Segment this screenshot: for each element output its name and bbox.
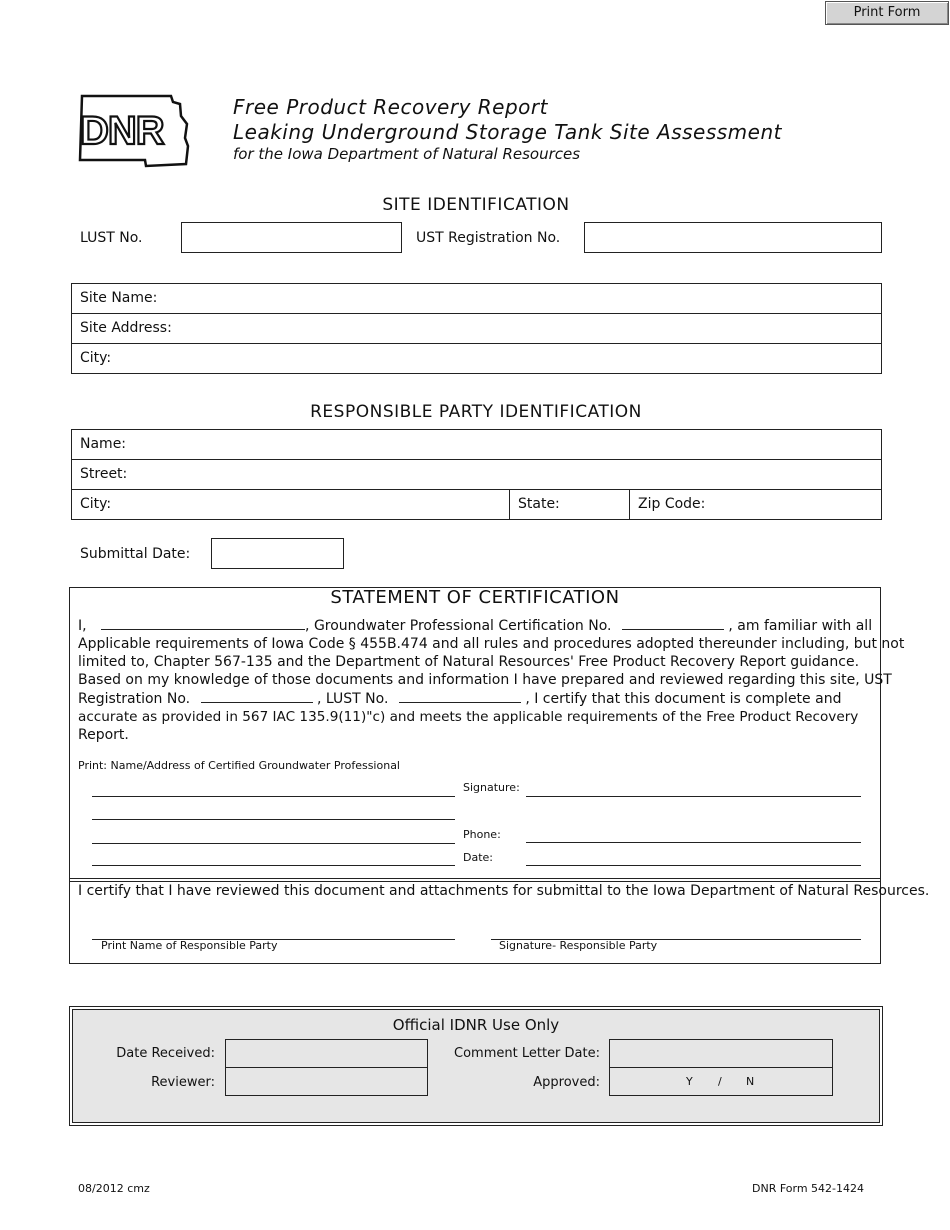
phone-line[interactable] <box>526 842 861 843</box>
submittal-date-label: Submittal Date: <box>80 546 191 562</box>
gw-name-line-2[interactable] <box>92 819 455 820</box>
gw-name-line-1[interactable] <box>92 796 455 797</box>
rp-state-field[interactable]: State: <box>518 496 560 512</box>
dnr-logo <box>76 94 190 170</box>
gw-professional-name-blank[interactable] <box>101 616 305 630</box>
print-form-button[interactable]: Print Form <box>825 1 949 25</box>
form-title: Free Product Recovery Report <box>233 95 548 119</box>
approved-n[interactable]: N <box>746 1075 755 1088</box>
logo-text: DNR <box>80 109 164 153</box>
ust-registration-blank[interactable] <box>201 689 313 703</box>
approved-label: Approved: <box>533 1075 600 1090</box>
rp-certify-statement: I certify that I have reviewed this document and attachments for submittal to the Iowa Department of Natural Resources. <box>78 883 930 899</box>
gw-name-line-4[interactable] <box>92 865 455 866</box>
phone-label: Phone: <box>463 828 501 841</box>
submittal-date-input[interactable] <box>211 538 344 569</box>
reviewer-input[interactable] <box>225 1067 428 1096</box>
ust-registration-input[interactable] <box>584 222 882 253</box>
certification-divider <box>69 878 881 879</box>
footer-revision: 08/2012 cmz <box>78 1182 150 1195</box>
rp-print-name-label: Print Name of Responsible Party <box>101 939 278 952</box>
approved-yn-field[interactable] <box>609 1067 833 1096</box>
lust-label: LUST No. <box>80 230 143 246</box>
approved-y[interactable]: Y <box>686 1075 693 1088</box>
signature-line[interactable] <box>526 796 861 797</box>
responsible-party-heading: RESPONSIBLE PARTY IDENTIFICATION <box>310 402 642 422</box>
rp-signature-label: Signature- Responsible Party <box>499 939 658 952</box>
print-name-address-label: Print: Name/Address of Certified Groundwater Professional <box>78 759 400 772</box>
certification-statement: I, , Groundwater Professional Certification No. , am familiar with all Applicable requirements of Iowa Code § 455B.474 and all rules and procedures adopted thereunder including, but not limited to, Chapter 567-135 and the Department of Natural Resources' Free Product Recovery Report guidance. Based on my knowledge of those documents and information I have prepared and reviewed regarding this site, UST Registration No. , LUST No. , I certify that this document is complete and accurate as provided in 567 IAC 135.9(11)"c) and meets the applicable requirements of the Free Product Recovery Report. <box>78 618 905 743</box>
official-use-heading: Official IDNR Use Only <box>392 1016 560 1034</box>
reviewer-label: Reviewer: <box>151 1075 215 1090</box>
lust-number-input[interactable] <box>181 222 402 253</box>
site-address-field[interactable]: Site Address: <box>72 314 881 344</box>
comment-letter-date-label: Comment Letter Date: <box>454 1046 600 1061</box>
rp-name-field[interactable]: Name: <box>72 430 881 460</box>
certification-heading: STATEMENT OF CERTIFICATION <box>330 587 620 608</box>
date-line[interactable] <box>526 865 861 866</box>
rp-city-field[interactable]: City: <box>80 496 112 512</box>
approved-separator: / <box>718 1075 722 1088</box>
site-info-table <box>71 283 882 374</box>
date-received-input[interactable] <box>225 1039 428 1068</box>
comment-letter-date-input[interactable] <box>609 1039 833 1068</box>
responsible-party-table <box>71 429 882 520</box>
form-title-line2: Leaking Underground Storage Tank Site Assessment <box>233 120 782 144</box>
site-city-field[interactable]: City: <box>80 350 112 366</box>
date-label: Date: <box>463 851 493 864</box>
ust-label: UST Registration No. <box>416 230 561 246</box>
site-identification-heading: SITE IDENTIFICATION <box>382 195 570 215</box>
form-subtitle: for the Iowa Department of Natural Resources <box>233 145 581 163</box>
gw-cert-number-blank[interactable] <box>622 616 724 630</box>
lust-number-blank[interactable] <box>399 689 521 703</box>
rp-street-field[interactable]: Street: <box>72 460 881 490</box>
date-received-label: Date Received: <box>116 1046 215 1061</box>
site-name-field[interactable]: Site Name: <box>72 284 881 314</box>
footer-form-number: DNR Form 542-1424 <box>752 1182 865 1195</box>
gw-name-line-3[interactable] <box>92 843 455 844</box>
rp-zip-field[interactable]: Zip Code: <box>638 496 706 512</box>
signature-label: Signature: <box>463 781 520 794</box>
